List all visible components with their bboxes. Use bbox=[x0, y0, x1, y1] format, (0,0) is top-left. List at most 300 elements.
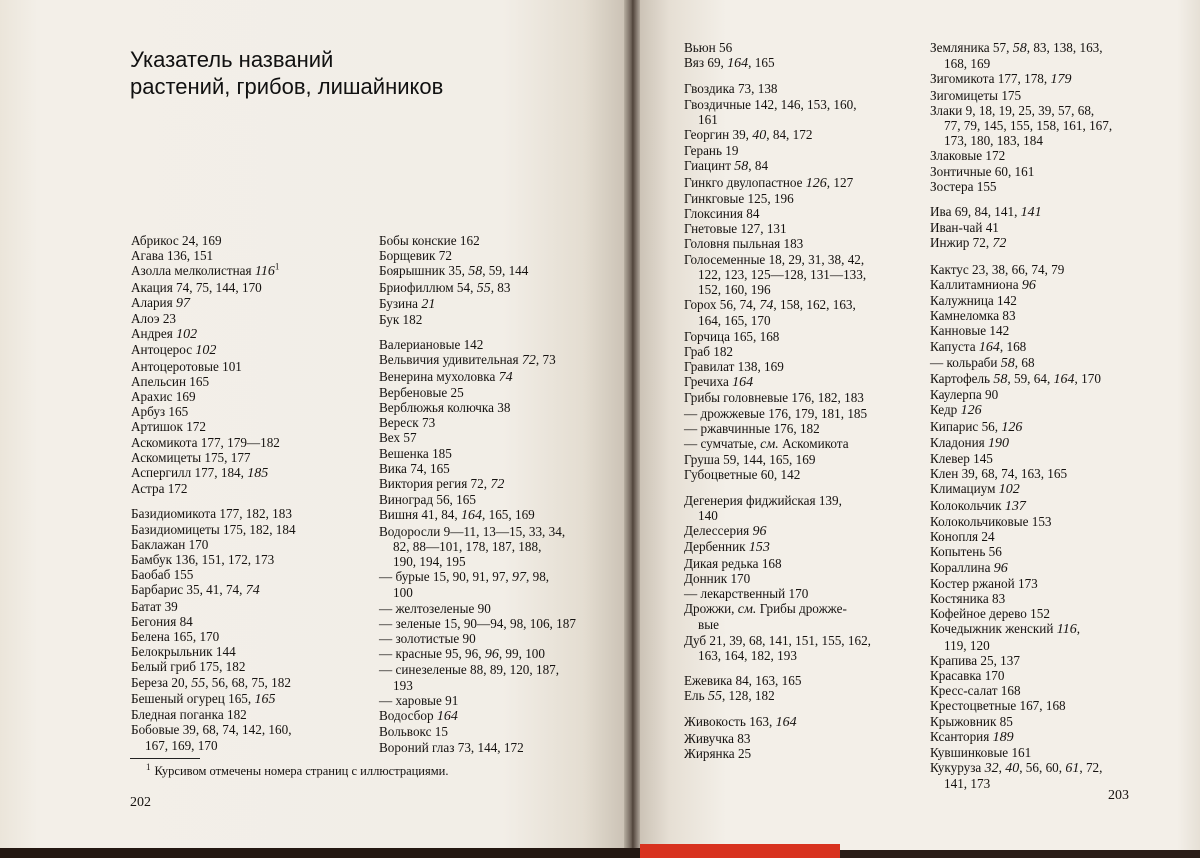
index-entry bbox=[379, 461, 576, 476]
entry-text: Бузина bbox=[379, 295, 422, 311]
entry-continuation: 168, 169 bbox=[944, 56, 991, 72]
index-entry bbox=[684, 390, 871, 405]
index-entry bbox=[684, 175, 871, 191]
entry-text: Гинкговые 125, 196 bbox=[684, 190, 794, 206]
illustration-page-number: 190 bbox=[988, 435, 1010, 451]
index-entry bbox=[131, 419, 296, 434]
entry-text: Гиацинт bbox=[684, 158, 735, 174]
index-entry bbox=[684, 97, 871, 127]
entry-text: Бобовые 39, 68, 74, 142, 160, bbox=[131, 722, 292, 738]
illustration-page-number: 164 bbox=[775, 715, 797, 731]
entry-text: Вишня 41, 84, bbox=[379, 507, 461, 523]
illustration-page-number: 126 bbox=[1001, 419, 1023, 435]
entry-text: Кладония bbox=[930, 434, 989, 450]
illustration-page-number: 58 bbox=[993, 372, 1008, 388]
index-entry bbox=[379, 631, 576, 646]
entry-text: Вольвокс 15 bbox=[379, 724, 448, 740]
entry-text: Злаки 9, 18, 19, 25, 39, 57, 68, bbox=[930, 102, 1095, 118]
entry-text: Бук 182 bbox=[379, 312, 423, 328]
footnote-marker: 1 bbox=[146, 762, 151, 772]
index-entry bbox=[131, 404, 296, 419]
index-entry bbox=[930, 514, 1112, 529]
index-entry bbox=[131, 659, 296, 674]
illustration-page-number: 137 bbox=[1004, 498, 1026, 514]
index-entry bbox=[684, 40, 871, 55]
index-entry bbox=[131, 326, 296, 342]
illustration-page-number: 96 bbox=[1021, 277, 1036, 293]
illustration-page-number: 72 bbox=[992, 236, 1007, 252]
entry-continuation: 77, 79, 145, 155, 158, 161, 167, bbox=[944, 118, 1113, 134]
index-entry bbox=[131, 248, 296, 263]
entry-text: Злаковые 172 bbox=[930, 148, 1006, 164]
index-entry bbox=[131, 295, 296, 311]
entry-text: Каллитамниона bbox=[930, 276, 1022, 292]
index-entry bbox=[684, 191, 871, 206]
index-entry bbox=[684, 731, 871, 746]
index-entry bbox=[379, 312, 576, 327]
entry-text: Крестоцветные 167, 168 bbox=[930, 698, 1066, 714]
index-entry bbox=[379, 507, 576, 523]
entry-text: Живучка 83 bbox=[684, 730, 751, 746]
illustration-page-number: 61 bbox=[1065, 761, 1080, 777]
index-entry bbox=[930, 323, 1112, 338]
index-entry bbox=[930, 435, 1112, 451]
index-entry bbox=[930, 148, 1112, 163]
index-entry bbox=[684, 688, 871, 704]
index-entry bbox=[379, 662, 576, 692]
entry-text: Боярышник 35, bbox=[379, 263, 469, 279]
entry-text: Аспергилл 177, 184, bbox=[131, 465, 248, 481]
illustration-page-number: 74 bbox=[498, 369, 513, 385]
entry-continuation: 152, 160, 196 bbox=[698, 282, 771, 298]
entry-text: Вельвичия удивительная bbox=[379, 352, 522, 368]
index-entry bbox=[131, 280, 296, 295]
index-entry bbox=[930, 576, 1112, 591]
index-entry bbox=[131, 435, 296, 450]
index-entry bbox=[684, 221, 871, 236]
entry-text: Костер ржаной 173 bbox=[930, 575, 1038, 591]
entry-text: Инжир 72, bbox=[930, 235, 993, 251]
entry-text: Клен 39, 68, 74, 163, 165 bbox=[930, 466, 1068, 482]
illustration-page-number: 102 bbox=[176, 327, 198, 343]
entry-text: Вяз 69, bbox=[684, 55, 728, 71]
index-entry bbox=[684, 633, 871, 663]
index-entry bbox=[131, 644, 296, 659]
entry-continuation: 122, 123, 125—128, 131—133, bbox=[698, 266, 867, 282]
index-entry bbox=[131, 359, 296, 374]
entry-text: Арбуз 165 bbox=[131, 404, 189, 420]
index-entry bbox=[930, 683, 1112, 698]
entry-text: Голосеменные 18, 29, 31, 38, 42, bbox=[684, 251, 865, 267]
entry-continuation: 141, 173 bbox=[944, 776, 991, 792]
index-entry bbox=[379, 248, 576, 263]
index-entry bbox=[930, 606, 1112, 621]
index-entry bbox=[684, 81, 871, 96]
index-entry bbox=[379, 524, 576, 570]
entry-text: Дербенник bbox=[684, 539, 749, 555]
illustration-page-number: 153 bbox=[748, 540, 770, 556]
entry-text: Виктория регия 72, bbox=[379, 476, 491, 492]
entry-text: Колокольчиковые 153 bbox=[930, 513, 1052, 529]
index-entry bbox=[684, 329, 871, 344]
entry-text: Базидиомикота 177, 182, 183 bbox=[131, 506, 292, 522]
entry-text: Береза 20, bbox=[131, 674, 192, 690]
entry-text: Ива 69, 84, 141, bbox=[930, 204, 1021, 220]
entry-text: Ель bbox=[684, 688, 708, 704]
entry-text: — зеленые 15, 90—94, 98, 106, 187 bbox=[379, 615, 576, 631]
entry-continuation: 82, 88—101, 178, 187, 188, bbox=[393, 538, 542, 554]
illustration-page-number: 97 bbox=[512, 570, 527, 586]
entry-text: — кольраби bbox=[930, 354, 1001, 370]
index-entry bbox=[930, 745, 1112, 760]
illustration-page-number: 74 bbox=[245, 583, 260, 599]
cover-edge bbox=[640, 844, 840, 858]
entry-text: Зигомикота 177, 178, bbox=[930, 71, 1051, 87]
index-entry bbox=[930, 451, 1112, 466]
footnote-text: Курсивом отмечены номера страниц с иллюстрациями. bbox=[154, 764, 449, 779]
entry-text: , 165 bbox=[748, 55, 775, 71]
index-entry bbox=[930, 760, 1112, 791]
index-entry bbox=[379, 740, 576, 755]
entry-text: , 56, 60, bbox=[1019, 760, 1066, 776]
entry-text: Барбарис 35, 41, 74, bbox=[131, 582, 246, 598]
entry-text: Жирянка 25 bbox=[684, 745, 752, 761]
book-gutter bbox=[624, 0, 640, 858]
index-entry bbox=[684, 746, 871, 761]
entry-text: — золотистые 90 bbox=[379, 631, 476, 647]
index-entry bbox=[930, 262, 1112, 277]
index-entry bbox=[930, 235, 1112, 251]
index-entry bbox=[131, 552, 296, 567]
entry-text: Ежевика 84, 163, 165 bbox=[684, 672, 802, 688]
entry-text: Зигомицеты 175 bbox=[930, 87, 1022, 103]
entry-text: Губоцветные 60, 142 bbox=[684, 467, 801, 483]
entry-continuation: 163, 164, 182, 193 bbox=[698, 647, 797, 663]
entry-text: Аскомикота bbox=[778, 436, 849, 452]
illustration-page-number: 165 bbox=[254, 691, 276, 707]
index-entry bbox=[379, 337, 576, 352]
entry-text: Вереск 73 bbox=[379, 415, 436, 431]
index-entry bbox=[379, 280, 576, 296]
entry-text: , 72, bbox=[1079, 760, 1103, 776]
index-entry bbox=[930, 668, 1112, 683]
index-entry bbox=[379, 296, 576, 312]
index-entry bbox=[131, 537, 296, 552]
index-entry bbox=[930, 402, 1112, 418]
illustration-page-number: 58 bbox=[734, 159, 749, 175]
entry-text: Вороний глаз 73, 144, 172 bbox=[379, 739, 524, 755]
index-entry bbox=[930, 498, 1112, 514]
entry-text: , 165, 169 bbox=[482, 507, 535, 523]
index-entry bbox=[131, 342, 296, 358]
index-entry bbox=[684, 206, 871, 221]
index-entry bbox=[131, 567, 296, 582]
index-entry bbox=[684, 452, 871, 467]
entry-text: , bbox=[1076, 621, 1080, 637]
entry-text: Бегония 84 bbox=[131, 613, 193, 629]
illustration-page-number: 179 bbox=[1050, 72, 1072, 88]
index-entry bbox=[930, 621, 1112, 652]
entry-text: Грибы дрожже- bbox=[756, 601, 847, 617]
entry-text: Венерина мухоловка bbox=[379, 368, 499, 384]
entry-text: Живокость 163, bbox=[684, 714, 776, 730]
index-entry bbox=[131, 707, 296, 722]
entry-text: Груша 59, 144, 165, 169 bbox=[684, 452, 816, 468]
index-entry bbox=[684, 523, 871, 539]
index-entry bbox=[684, 236, 871, 251]
entry-text: Калужница 142 bbox=[930, 293, 1017, 309]
entry-text: Красавка 170 bbox=[930, 667, 1005, 683]
index-entry bbox=[930, 308, 1112, 323]
illustration-page-number: 185 bbox=[247, 466, 269, 482]
entry-text: Алоэ 23 bbox=[131, 311, 177, 327]
illustration-page-number: 55 bbox=[707, 689, 722, 705]
entry-continuation: 119, 120 bbox=[944, 637, 990, 653]
index-entry bbox=[684, 297, 871, 328]
index-entry bbox=[930, 481, 1112, 497]
entry-text: Валериановые 142 bbox=[379, 337, 484, 353]
entry-text: Граб 182 bbox=[684, 343, 734, 359]
index-entry bbox=[379, 724, 576, 739]
index-entry bbox=[684, 714, 871, 730]
entry-text: , 73 bbox=[535, 352, 556, 368]
entry-text: Вех 57 bbox=[379, 430, 417, 446]
index-entry bbox=[930, 387, 1112, 402]
entry-text: Гинкго двулопастное bbox=[684, 174, 806, 190]
index-entry bbox=[131, 629, 296, 644]
entry-text: Белокрыльник 144 bbox=[131, 644, 236, 660]
index-entry bbox=[684, 158, 871, 174]
entry-text: Кедр bbox=[930, 402, 961, 418]
entry-text: Астра 172 bbox=[131, 481, 188, 497]
right-page bbox=[636, 0, 1200, 850]
illustration-page-number: 58 bbox=[468, 264, 483, 280]
entry-text: Иван-чай 41 bbox=[930, 220, 999, 236]
illustration-page-number: 96 bbox=[484, 647, 499, 663]
entry-text: Водоросли 9—11, 13—15, 33, 34, bbox=[379, 523, 566, 539]
illustration-page-number: 21 bbox=[421, 296, 436, 312]
entry-text: Копытень 56 bbox=[930, 544, 1002, 560]
illustration-page-number: 164 bbox=[978, 339, 1000, 355]
entry-text: , 59, 144 bbox=[482, 263, 529, 279]
index-entry bbox=[131, 599, 296, 614]
page-title bbox=[130, 46, 443, 100]
entry-text: Картофель bbox=[930, 371, 994, 387]
illustration-page-number: 164 bbox=[436, 709, 458, 725]
index-entry bbox=[684, 436, 871, 452]
entry-continuation: 164, 165, 170 bbox=[698, 313, 771, 329]
index-entry bbox=[684, 344, 871, 359]
index-entry bbox=[379, 446, 576, 461]
illustration-page-number: 40 bbox=[752, 128, 767, 144]
index-entry bbox=[930, 560, 1112, 576]
index-entry bbox=[930, 371, 1112, 387]
title-line-2: растений, грибов, лишайников bbox=[130, 74, 444, 99]
entry-text: Алария bbox=[131, 294, 176, 310]
illustration-page-number: 116 bbox=[254, 264, 275, 280]
entry-text: Вьюн 56 bbox=[684, 40, 733, 55]
index-entry bbox=[379, 601, 576, 616]
entry-text: Клевер 145 bbox=[930, 451, 993, 467]
index-entry bbox=[930, 40, 1112, 71]
entry-text: Канновые 142 bbox=[930, 323, 1010, 339]
index-entry bbox=[930, 293, 1112, 308]
entry-text: — дрожжевые 176, 179, 181, 185 bbox=[684, 405, 868, 421]
entry-text: Земляника 57, bbox=[930, 40, 1013, 55]
entry-text: Капуста bbox=[930, 338, 979, 354]
entry-text: Верблюжья колючка 38 bbox=[379, 400, 511, 416]
entry-text: Кочедыжник женский bbox=[930, 621, 1057, 637]
entry-text: Антоцерос bbox=[131, 342, 196, 358]
index-entry bbox=[684, 467, 871, 482]
entry-text: Делессерия bbox=[684, 523, 753, 539]
index-letter-gap bbox=[131, 496, 296, 506]
index-entry bbox=[684, 359, 871, 374]
index-entry bbox=[930, 164, 1112, 179]
entry-text: Вика 74, 165 bbox=[379, 460, 450, 476]
entry-continuation: 167, 169, 170 bbox=[145, 737, 218, 753]
index-entry bbox=[379, 476, 576, 492]
illustration-page-number: 189 bbox=[992, 729, 1014, 745]
entry-text: , 127 bbox=[826, 174, 854, 190]
entry-text: , 170 bbox=[1074, 371, 1101, 387]
illustration-page-number: 164 bbox=[461, 508, 482, 524]
entry-text: Зостера 155 bbox=[930, 178, 997, 194]
entry-text: Бешеный огурец 165, bbox=[131, 690, 255, 706]
entry-text: , 83, 138, 163, bbox=[1026, 40, 1103, 55]
index-entry bbox=[684, 406, 871, 421]
see-reference: см. bbox=[737, 602, 757, 618]
entry-text: , 59, 64, bbox=[1007, 371, 1054, 387]
illustration-page-number: 55 bbox=[476, 280, 491, 296]
index-entry bbox=[379, 646, 576, 662]
index-entry bbox=[131, 582, 296, 598]
entry-text: Климациум bbox=[930, 481, 999, 497]
index-letter-gap bbox=[930, 252, 1112, 262]
index-entry bbox=[930, 714, 1112, 729]
illustration-page-number: 72 bbox=[490, 477, 505, 493]
entry-text: Антоцеротовые 101 bbox=[131, 358, 242, 374]
illustration-page-number: 55 bbox=[191, 675, 206, 691]
entry-text: Батат 39 bbox=[131, 598, 178, 614]
book-edge bbox=[0, 848, 640, 858]
entry-text: Колокольчик bbox=[930, 497, 1005, 513]
entry-continuation: 100 bbox=[393, 585, 413, 601]
index-entry bbox=[930, 419, 1112, 435]
entry-text: Бриофиллюм 54, bbox=[379, 279, 477, 295]
entry-text: Дрожжи, bbox=[684, 601, 738, 617]
entry-text: — ржавчинные 176, 182 bbox=[684, 420, 820, 436]
index-letter-gap bbox=[684, 71, 871, 81]
entry-text: , bbox=[998, 760, 1006, 776]
index-letter-gap bbox=[379, 327, 576, 337]
index-entry bbox=[930, 729, 1112, 745]
index-entry bbox=[930, 71, 1112, 87]
entry-text: , 84 bbox=[748, 158, 769, 174]
index-entry bbox=[684, 673, 871, 688]
index-entry bbox=[131, 389, 296, 404]
entry-text: Арахис 169 bbox=[131, 389, 196, 405]
illustration-page-number: 58 bbox=[1012, 41, 1027, 56]
entry-text: Борщевик 72 bbox=[379, 248, 452, 264]
entry-text: , 84, 172 bbox=[766, 127, 813, 143]
entry-text: Крыжовник 85 bbox=[930, 713, 1013, 729]
entry-text: Виноград 56, 165 bbox=[379, 492, 476, 508]
entry-text: — красные 95, 96, bbox=[379, 646, 485, 662]
index-entry bbox=[684, 374, 871, 390]
index-column-left-1 bbox=[131, 233, 296, 753]
entry-text: , 128, 182 bbox=[721, 688, 775, 704]
entry-text: , 98, bbox=[526, 569, 550, 585]
index-entry bbox=[379, 492, 576, 507]
illustration-page-number: 72 bbox=[521, 353, 536, 369]
entry-text: Азолла мелколистная bbox=[131, 263, 255, 279]
entry-text: Дикая редька 168 bbox=[684, 555, 782, 571]
illustration-page-number: 102 bbox=[998, 482, 1020, 498]
illustration-page-number: 116 bbox=[1056, 622, 1077, 638]
entry-text: , 56, 68, 75, 182 bbox=[205, 674, 291, 690]
entry-text: Артишок 172 bbox=[131, 419, 206, 435]
index-entry bbox=[131, 374, 296, 389]
entry-text: — сумчатые, bbox=[684, 436, 761, 452]
index-entry bbox=[930, 204, 1112, 220]
entry-text: — бурые 15, 90, 91, 97, bbox=[379, 569, 513, 585]
index-letter-gap bbox=[684, 483, 871, 493]
index-entry bbox=[684, 556, 871, 571]
see-reference: см. bbox=[760, 437, 779, 453]
index-letter-gap bbox=[684, 704, 871, 714]
entry-continuation: 140 bbox=[698, 507, 718, 523]
index-entry bbox=[379, 616, 576, 631]
entry-text: Кактус 23, 38, 66, 74, 79 bbox=[930, 261, 1065, 277]
entry-text: Гречиха bbox=[684, 374, 733, 390]
index-entry bbox=[930, 339, 1112, 355]
illustration-page-number: 141 bbox=[1020, 205, 1042, 221]
entry-text: — лекарственный 170 bbox=[684, 585, 809, 601]
index-entry bbox=[684, 601, 871, 632]
entry-text: Грибы головневые 176, 182, 183 bbox=[684, 390, 864, 406]
page-number-left: 202 bbox=[130, 795, 151, 810]
entry-text: Глоксиния 84 bbox=[684, 206, 760, 222]
illustration-page-number: 102 bbox=[195, 343, 217, 359]
entry-text: , 99, 100 bbox=[498, 646, 545, 662]
index-entry bbox=[379, 233, 576, 248]
index-entry bbox=[930, 88, 1112, 103]
entry-text: Кресс-салат 168 bbox=[930, 683, 1021, 699]
entry-text: Вербеновые 25 bbox=[379, 384, 464, 400]
entry-text: Каулерпа 90 bbox=[930, 387, 999, 403]
index-entry bbox=[131, 311, 296, 326]
illustration-page-number: 32 bbox=[984, 761, 999, 777]
illustration-page-number: 40 bbox=[1005, 761, 1020, 777]
index-column-right-1 bbox=[684, 40, 871, 761]
index-entry bbox=[684, 127, 871, 143]
index-entry bbox=[930, 179, 1112, 194]
entry-text: , 83 bbox=[490, 279, 511, 295]
entry-text: Донник 170 bbox=[684, 570, 751, 586]
entry-text: Ксантория bbox=[930, 728, 993, 744]
entry-text: Гвоздичные 142, 146, 153, 160, bbox=[684, 96, 857, 112]
illustration-page-number: 164 bbox=[1053, 372, 1075, 388]
entry-text: Гравилат 138, 169 bbox=[684, 359, 784, 375]
entry-text: Головня пыльная 183 bbox=[684, 236, 804, 252]
entry-text: Аскомицеты 175, 177 bbox=[131, 449, 251, 465]
index-entry bbox=[379, 400, 576, 415]
index-entry bbox=[131, 450, 296, 465]
illustration-page-number: 96 bbox=[993, 560, 1008, 576]
index-entry bbox=[684, 252, 871, 298]
index-entry bbox=[684, 493, 871, 523]
